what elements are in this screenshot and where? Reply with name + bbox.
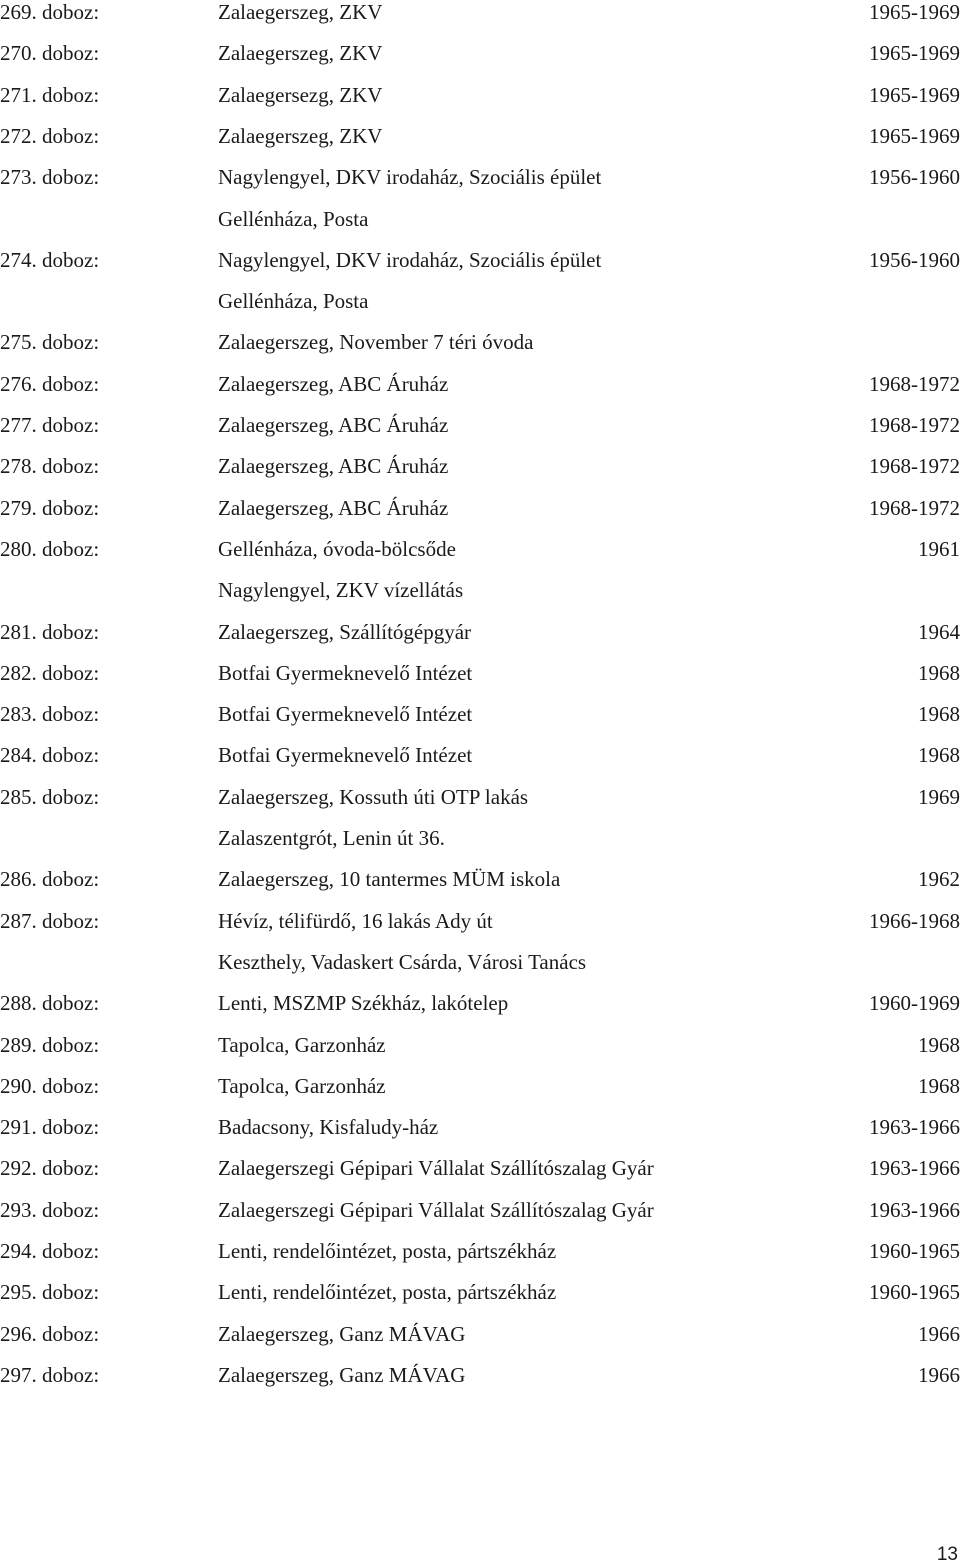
inventory-row-continuation	[0, 205, 960, 233]
box-number: 290. doboz:	[0, 1073, 100, 1098]
box-number: 286. doboz:	[0, 867, 100, 892]
box-description: Zalaegerszegi Gépipari Vállalat Szállítószalag Gyár	[218, 1156, 654, 1181]
inventory-row	[0, 1072, 960, 1100]
inventory-row	[0, 783, 960, 811]
inventory-row	[0, 81, 960, 109]
date-range: 1968	[918, 1073, 960, 1098]
date-range: 1968-1972	[869, 454, 960, 479]
date-range: 1968-1972	[869, 495, 960, 520]
box-description: Tapolca, Garzonház	[218, 1073, 386, 1098]
date-range: 1964	[918, 619, 960, 644]
box-description: Nagylengyel, DKV irodaház, Szociális épület	[218, 247, 602, 272]
inventory-row	[0, 907, 960, 935]
box-number: 289. doboz:	[0, 1032, 100, 1057]
box-description: Zalaegerszeg, ABC Áruház	[218, 413, 449, 437]
date-range: 1969	[918, 784, 960, 809]
box-number: 278. doboz:	[0, 454, 100, 479]
date-range: 1963-1966	[869, 1115, 960, 1140]
date-range: 1968	[918, 1032, 960, 1057]
box-description: Zalaegerszeg, ABC Áruház	[218, 454, 449, 479]
inventory-row	[0, 0, 960, 26]
date-range: 1965-1969	[869, 41, 960, 66]
inventory-row	[0, 494, 960, 522]
box-number: 291. doboz:	[0, 1115, 100, 1140]
inventory-row-continuation	[0, 948, 960, 976]
box-number: 280. doboz:	[0, 536, 100, 561]
inventory-row	[0, 411, 960, 439]
box-description: Zalaegerszeg, November 7 téri óvoda	[218, 330, 534, 355]
box-number: 285. doboz:	[0, 784, 100, 809]
box-description: Gellénháza, óvoda-bölcsőde	[218, 536, 456, 561]
date-range: 1963-1966	[869, 1197, 960, 1222]
box-number: 294. doboz:	[0, 1239, 100, 1263]
box-number: 277. doboz:	[0, 413, 100, 437]
inventory-row	[0, 1320, 960, 1348]
date-range: 1968-1972	[869, 413, 960, 437]
box-number: 296. doboz:	[0, 1321, 100, 1346]
box-description: Zalaegerszeg, Szállítógépgyár	[218, 619, 472, 644]
date-range: 1962	[918, 867, 960, 892]
box-description: Hévíz, télifürdő, 16 lakás Ady út	[218, 908, 493, 933]
date-range: 1968	[918, 702, 960, 727]
inventory-row	[0, 700, 960, 728]
box-description: Zalaegerszeg, ABC Áruház	[218, 371, 449, 396]
date-range: 1968	[918, 660, 960, 685]
box-number: 271. doboz:	[0, 82, 100, 107]
box-number: 288. doboz:	[0, 991, 100, 1016]
box-description: Zalaegerszeg, ZKV	[218, 123, 383, 148]
date-range: 1966-1968	[869, 908, 960, 933]
box-number: 293. doboz:	[0, 1197, 100, 1222]
box-number: 282. doboz:	[0, 660, 100, 685]
date-range: 1966	[918, 1321, 960, 1346]
date-range: 1961	[918, 536, 960, 561]
box-description: Zalaszentgrót, Lenin út 36.	[218, 826, 445, 850]
box-description: Botfai Gyermeknevelő Intézet	[218, 660, 473, 685]
box-description: Zalaegerszegi Gépipari Vállalat Szállítószalag Gyár	[218, 1197, 654, 1222]
box-description: Zalaegerszeg, ABC Áruház	[218, 495, 449, 520]
box-description: Zalaegersezg, ZKV	[218, 82, 383, 107]
date-range: 1966	[918, 1362, 960, 1387]
box-number: 279. doboz:	[0, 495, 100, 520]
inventory-row	[0, 370, 960, 398]
box-description: Zalaegerszeg, Ganz MÁVAG	[218, 1321, 466, 1346]
inventory-row	[0, 741, 960, 769]
box-number: 295. doboz:	[0, 1280, 100, 1305]
inventory-row	[0, 163, 960, 191]
inventory-row	[0, 246, 960, 274]
inventory-row	[0, 659, 960, 687]
inventory-row	[0, 1154, 960, 1182]
box-description: Zalaegerszeg, ZKV	[218, 41, 383, 66]
date-range: 1960-1965	[869, 1280, 960, 1305]
date-range: 1968	[918, 743, 960, 768]
box-number: 274. doboz:	[0, 247, 100, 272]
date-range: 1965-1969	[869, 0, 960, 24]
inventory-row	[0, 1278, 960, 1306]
box-description: Zalaegerszeg, Ganz MÁVAG	[218, 1362, 466, 1387]
box-number: 273. doboz:	[0, 165, 100, 190]
inventory-row	[0, 452, 960, 480]
box-number: 272. doboz:	[0, 123, 100, 148]
box-number: 270. doboz:	[0, 41, 100, 66]
box-description: Gellénháza, Posta	[218, 206, 369, 231]
inventory-row-continuation	[0, 576, 960, 604]
box-number: 275. doboz:	[0, 330, 100, 355]
inventory-row	[0, 618, 960, 646]
inventory-row-continuation	[0, 824, 960, 852]
date-range: 1968-1972	[869, 371, 960, 396]
inventory-row	[0, 1196, 960, 1224]
box-number: 283. doboz:	[0, 702, 100, 727]
box-number: 292. doboz:	[0, 1156, 100, 1181]
box-description: Zalaegerszeg, 10 tantermes MÜM iskola	[218, 867, 561, 892]
inventory-row	[0, 1113, 960, 1141]
inventory-row	[0, 535, 960, 563]
inventory-row	[0, 1031, 960, 1059]
box-description: Tapolca, Garzonház	[218, 1032, 386, 1057]
box-number: 284. doboz:	[0, 743, 100, 768]
box-description: Nagylengyel, ZKV vízellátás	[218, 578, 464, 603]
box-description: Botfai Gyermeknevelő Intézet	[218, 743, 473, 768]
box-number: 269. doboz:	[0, 0, 100, 24]
inventory-row	[0, 122, 960, 150]
box-number: 281. doboz:	[0, 619, 100, 644]
box-number: 297. doboz:	[0, 1362, 100, 1387]
box-description: Badacsony, Kisfaludy-ház	[218, 1115, 439, 1140]
page-number: 13	[936, 1544, 958, 1565]
box-number: 276. doboz:	[0, 371, 100, 396]
inventory-row	[0, 1237, 960, 1265]
inventory-row	[0, 865, 960, 893]
box-description: Botfai Gyermeknevelő Intézet	[218, 702, 473, 727]
inventory-row	[0, 39, 960, 67]
inventory-row	[0, 1361, 960, 1389]
inventory-row	[0, 328, 960, 356]
box-description: Lenti, rendelőintézet, posta, pártszékház	[218, 1280, 557, 1305]
box-description: Lenti, rendelőintézet, posta, pártszékház	[218, 1239, 557, 1263]
box-description: Zalaegerszeg, Kossuth úti OTP lakás	[218, 784, 529, 809]
inventory-row	[0, 989, 960, 1017]
date-range: 1965-1969	[869, 123, 960, 148]
date-range: 1960-1969	[869, 991, 960, 1016]
box-number: 287. doboz:	[0, 908, 100, 933]
inventory-row-continuation	[0, 287, 960, 315]
date-range: 1960-1965	[869, 1239, 960, 1263]
box-description: Lenti, MSZMP Székház, lakótelep	[218, 991, 509, 1016]
box-description: Gellénháza, Posta	[218, 289, 369, 314]
box-description: Keszthely, Vadaskert Csárda, Városi Tanács	[218, 949, 587, 974]
date-range: 1963-1966	[869, 1156, 960, 1181]
date-range: 1956-1960	[869, 165, 960, 190]
box-description: Zalaegerszeg, ZKV	[218, 0, 383, 24]
date-range: 1956-1960	[869, 247, 960, 272]
box-description: Nagylengyel, DKV irodaház, Szociális épület	[218, 165, 602, 190]
date-range: 1965-1969	[869, 82, 960, 107]
